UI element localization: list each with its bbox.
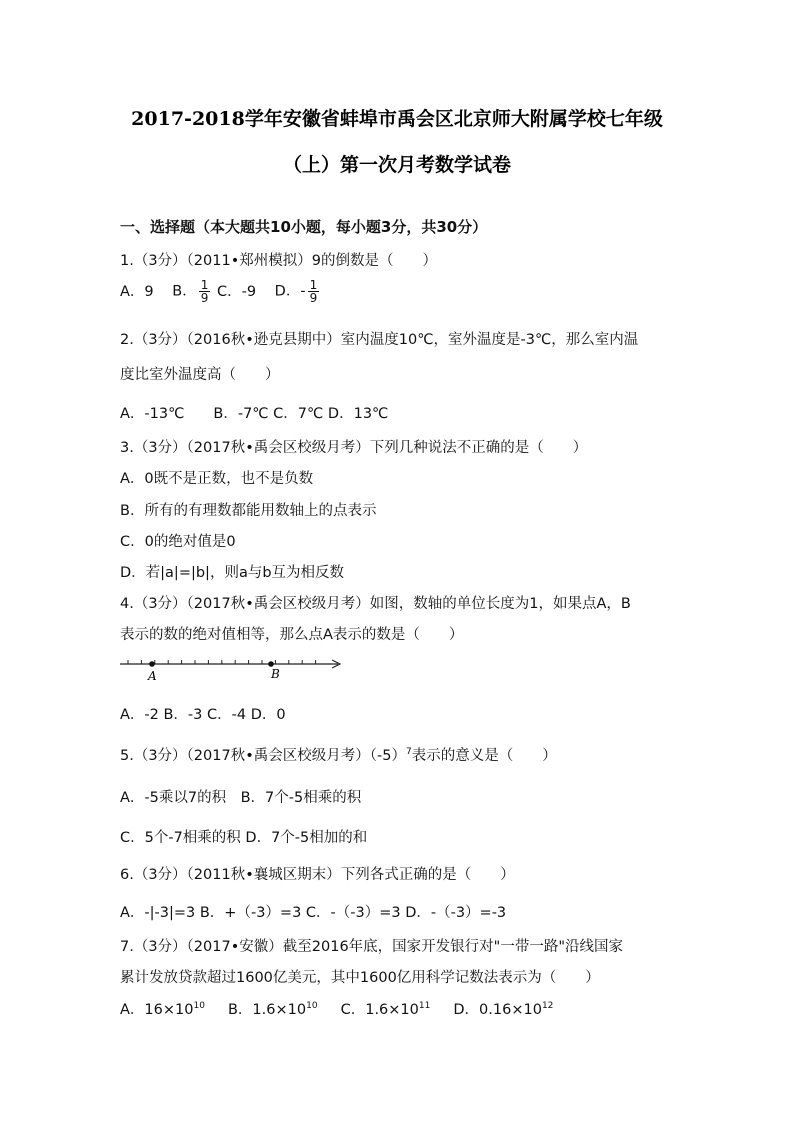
question-2-stem-line-1: 2.（3分）（2016秋•逊克县期中）室内温度10℃，室外温度是-3℃，那么室内温: [120, 332, 639, 348]
question-6-options: A．-|-3|=3 B．+（-3）=3 C．-（-3）=3 D．-（-3）=-3: [120, 905, 507, 921]
q1-d-numerator: 1: [309, 278, 318, 292]
q1-option-b-label: B．: [172, 283, 197, 300]
question-4-options: A．-2 B．-3 C．-4 D．0: [120, 707, 286, 723]
question-4-stem-line-2: 表示的数的绝对值相等，那么点A表示的数是（ ）: [120, 627, 464, 643]
section-heading: 一、选择题（本大题共10小题，每小题3分，共30分）: [120, 218, 488, 236]
q1-option-a: A．9: [120, 283, 154, 300]
question-7-stem-line-2: 累计发放贷款超过1600亿美元，其中1600亿用科学记数法表示为（ ）: [120, 970, 600, 986]
q7-option-b: [228, 1002, 318, 1018]
q3-option-b: B．所有的有理数都能用数轴上的点表示: [120, 503, 377, 519]
question-5-options-line-2: C．5个-7相乘的积 D．7个-5相加的和: [120, 830, 368, 846]
q3-option-c: C．0的绝对值是0: [120, 534, 236, 550]
question-5-options-line-1: A．-5乘以7的积 B．7个-5相乘的积: [120, 790, 362, 806]
question-6-stem: 6.（3分）（2011秋•襄城区期末）下列各式正确的是（ ）: [120, 867, 515, 883]
q5-exponent: 7: [405, 747, 412, 758]
number-line-figure: [116, 652, 352, 686]
q1-d-denominator: 9: [309, 291, 318, 305]
point-b-dot: [268, 661, 274, 667]
question-1-stem: 1.（3分）（2011•郑州模拟）9的倒数是（ ）: [120, 253, 437, 269]
point-a-label: A: [148, 669, 157, 683]
exam-title-line-1: 2017-2018学年安徽省蚌埠市禹会区北京师大附属学校七年级: [131, 108, 663, 130]
q1-b-numerator: 1: [200, 278, 209, 292]
q7-c-exponent: 11: [418, 1001, 431, 1012]
question-3-stem: 3.（3分）（2017秋•禹会区校级月考）下列几种说法不正确的是（ ）: [120, 440, 588, 456]
question-2-options: A．-13℃ B．-7℃ C．7℃ D．13℃: [120, 406, 389, 422]
q7-option-c: [341, 1002, 431, 1018]
q7-c-base: C．1.6×10: [340, 1002, 419, 1018]
q7-b-exponent: 10: [306, 1001, 318, 1012]
q7-d-base: D．0.16×10: [453, 1002, 542, 1018]
q3-option-a: A．0既不是正数，也不是负数: [120, 471, 314, 487]
q5-stem-suffix: 表示的意义是（ ）: [411, 748, 557, 764]
q1-option-d-fraction: [308, 279, 320, 304]
q7-d-exponent: 12: [541, 1001, 554, 1012]
q7-option-d: [453, 1002, 553, 1018]
question-2-stem-line-2: 度比室外温度高（ ）: [120, 367, 280, 383]
question-4-stem-line-1: 4.（3分）（2017秋•禹会区校级月考）如图，数轴的单位长度为1，如果点A，B: [120, 596, 631, 612]
point-b-label: B: [271, 667, 280, 681]
question-1-options: [120, 279, 321, 304]
q7-a-base: A．16×10: [120, 1002, 194, 1018]
question-5-stem: [120, 744, 557, 765]
exam-title-line-2: （上）第一次月考数学试卷: [282, 154, 511, 176]
q1-option-c: C．-9: [216, 283, 257, 300]
question-7-options: [120, 998, 553, 1019]
point-a-dot: [149, 661, 155, 667]
question-7-stem-line-1: 7.（3分）（2017•安徽）截至2016年底，国家开发银行对"一带一路"沿线国家: [120, 939, 624, 955]
q7-a-exponent: 10: [193, 1001, 205, 1012]
q1-option-b-fraction: [199, 279, 211, 304]
q5-stem-prefix: 5.（3分）（2017秋•禹会区校级月考）（-5）: [120, 748, 406, 764]
q3-option-d: D．若|a|=|b|，则a与b互为相反数: [120, 565, 345, 581]
q1-option-d-label: D．-: [274, 283, 306, 300]
q7-b-base: B．1.6×10: [227, 1002, 307, 1018]
q7-option-a: [120, 1002, 205, 1018]
q1-b-denominator: 9: [200, 291, 209, 305]
